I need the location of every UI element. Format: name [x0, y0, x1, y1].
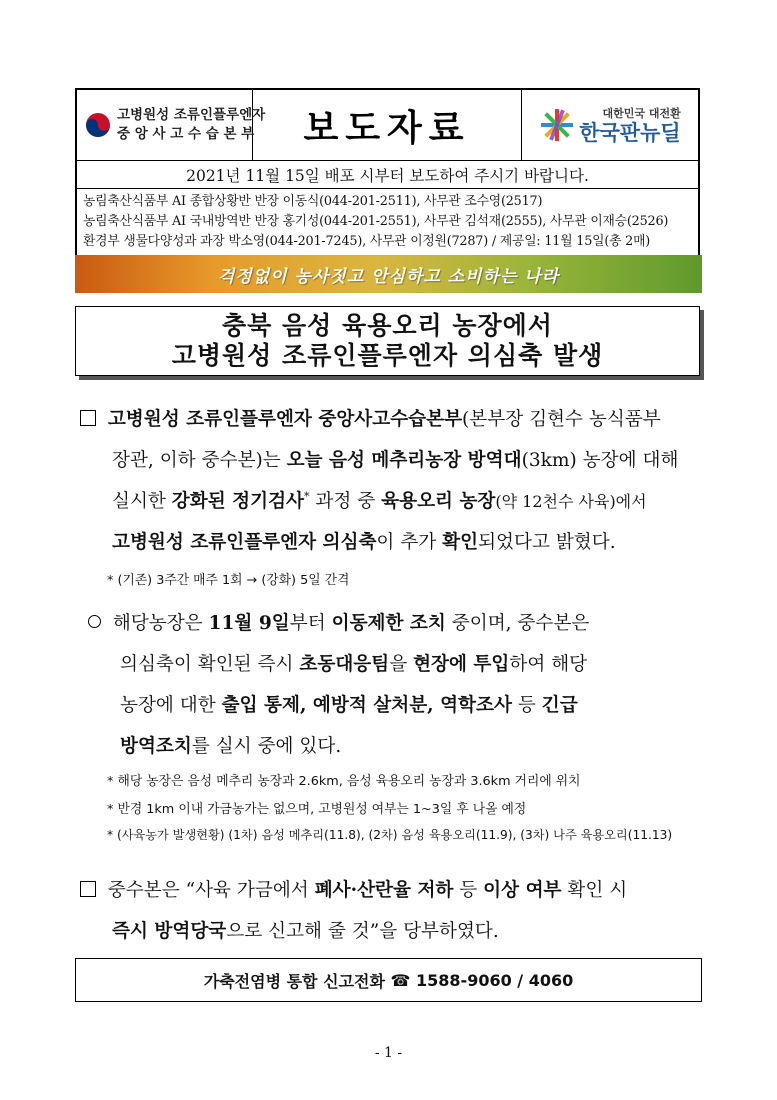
- para3-line1: 중수본은 “사육 가금에서 폐사·산란율 저하 등 이상 여부 확인 시: [80, 876, 627, 902]
- new-deal-star-icon: [539, 107, 575, 143]
- org-name-line2: 중 앙 사 고 수 습 본 부: [117, 126, 255, 142]
- hotline-numbers: 1588-9060 / 4060: [416, 970, 574, 990]
- square-bullet-icon: [80, 881, 96, 897]
- government-emblem-icon: [85, 112, 111, 138]
- org-name: [117, 106, 265, 144]
- square-bullet-icon: [80, 410, 96, 426]
- para2-line3: 농장에 대한 출입 통제, 예방적 살처분, 역학조사 등 긴급: [120, 695, 578, 716]
- doc-title: 보도자료: [303, 107, 471, 149]
- new-deal-logo: [522, 90, 698, 160]
- para2-line1: 해당농장은 11월 9일부터 이동제한 조치 중이며, 중수본은: [88, 609, 589, 635]
- logo-title: 한국판뉴딜: [579, 121, 681, 145]
- report-hotline-box: [75, 958, 702, 1002]
- org-block: [77, 90, 266, 160]
- circle-bullet-icon: [88, 615, 101, 628]
- org-name-line1: 고병원성 조류인플루엔자: [117, 107, 266, 123]
- slogan-text: 걱정없이 농사짓고 안심하고 소비하는 나라: [217, 266, 560, 287]
- para1-line4: 고병원성 조류인플루엔자 의심축이 추가 확인되었다고 밝혔다.: [112, 532, 616, 553]
- page-number: - 1 -: [374, 1045, 403, 1061]
- headline-box: [75, 306, 700, 376]
- header-top-row: [77, 90, 698, 161]
- para2-footnote: * 해당 농장은 음성 메추리 농장과 2.6km, 음성 육용오리 농장과 3.6km 거리에 위치: [107, 774, 581, 789]
- slogan-banner: [75, 255, 702, 293]
- headline-line1: 충북 음성 육용오리 농장에서: [222, 311, 553, 340]
- logo-subtitle: 대한민국 대전환: [602, 107, 681, 120]
- para3-line2: 즉시 방역당국으로 신고해 줄 것”을 당부하였다.: [112, 921, 499, 942]
- hotline-label: 가축전염병 통합 신고전화: [203, 971, 385, 991]
- headline-line2: 고병원성 조류인플루엔자 의심축 발생: [171, 341, 604, 370]
- phone-icon: ☎: [390, 970, 411, 990]
- para2-footnote: * 반경 1km 이내 가금농가는 없으며, 고병원성 여부는 1~3일 후 나올 예정: [107, 802, 527, 817]
- para1-line2: 장관, 이하 중수본)는 오늘 음성 메추리농장 방역대(3km) 농장에 대해: [112, 450, 679, 471]
- contact-line: 농림축산식품부 AI 종합상황반 반장 이동식(044-201-2511), 사무관 조수영(2517): [83, 194, 543, 209]
- contact-list: [77, 189, 698, 255]
- para2-line2: 의심축이 확인된 즉시 초동대응팀을 현장에 투입하여 해당: [120, 654, 588, 675]
- contact-line: 환경부 생물다양성과 과장 박소영(044-201-7245), 사무관 이정원(7287) / 제공일: 11월 15일(총 2매): [83, 234, 651, 249]
- para1-line1: 고병원성 조류인플루엔자 중앙사고수습본부(본부장 김현수 농식품부: [80, 405, 661, 431]
- para2-footnote: * (사육농가 발생현황) (1차) 음성 메추리(11.8), (2차) 음성 육용오리(11.9), (3차) 나주 육용오리(11.13): [107, 828, 673, 842]
- contact-line: 농림축산식품부 AI 국내방역반 반장 홍기성(044-201-2551), 사무관 김석재(2555), 사무관 이재승(2526): [83, 214, 669, 229]
- press-release-header: [75, 88, 700, 257]
- doc-title-cell: [253, 90, 522, 160]
- para2-line4: 방역조치를 실시 중에 있다.: [120, 736, 342, 757]
- distribution-notice: 2021년 11월 15일 배포 시부터 보도하여 주시기 바랍니다.: [77, 161, 698, 189]
- para1-footnote: * (기존) 3주간 매주 1회 → (강화) 5일 간격: [107, 573, 350, 588]
- para1-line3: 실시한 강화된 정기검사* 과정 중 육용오리 농장(약 12천수 사육)에서: [112, 489, 647, 512]
